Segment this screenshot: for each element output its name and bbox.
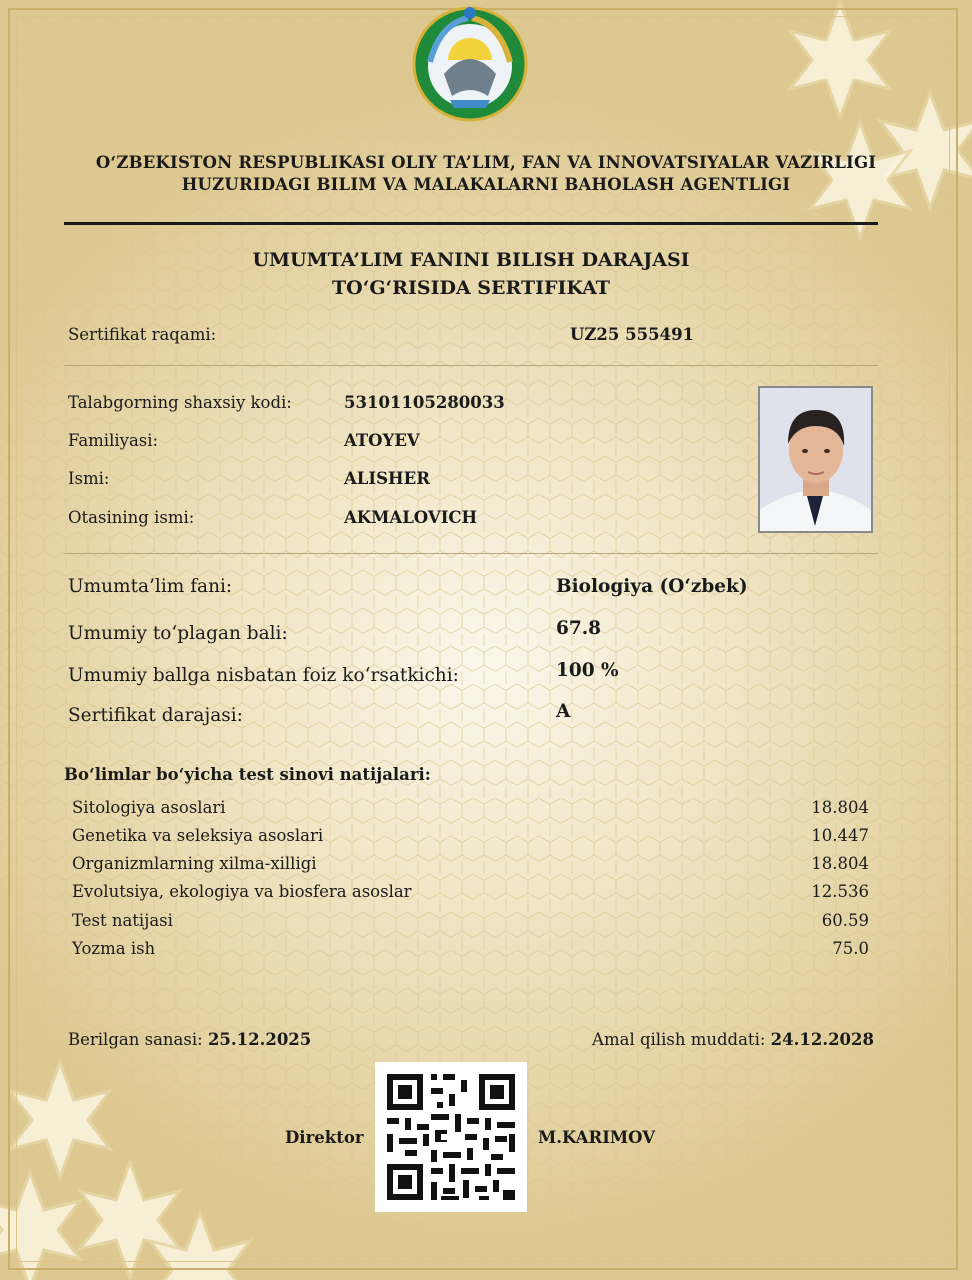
valid-label: Amal qilish muddati: (592, 1030, 766, 1049)
title-line-1: UMUMTA’LIM FANINI BILISH DARAJASI (252, 249, 690, 271)
percent-value: 100 % (556, 660, 619, 681)
pin-label: Talabgorning shaxsiy kodi: (68, 393, 292, 412)
agency-line-2: HUZURIDAGI BILIM VA MALAKALARNI BAHOLASH AGENTLIGI (181, 175, 791, 194)
issued-date (68, 1030, 311, 1049)
valid-date (592, 1030, 874, 1049)
percent-label: Umumiy ballga nisbatan foiz ko‘rsatkichi: (68, 665, 459, 686)
valid-value: 24.12.2028 (770, 1030, 874, 1049)
name-label: Ismi: (68, 469, 110, 488)
certificate-title (40, 246, 902, 302)
section-row-value: 10.447 (811, 826, 869, 845)
agency-line-1: O‘ZBEKISTON RESPUBLIKASI OLIY TA’LIM, FAN VA INNOVATSIYALAR VAZIRLIGI (95, 153, 877, 172)
director-label: Direktor (285, 1128, 364, 1147)
section-row-name: Organizmlarning xilma-xilligi (72, 854, 317, 873)
section-row-value: 60.59 (821, 911, 869, 930)
section-row-value: 18.804 (811, 798, 869, 817)
issued-value: 25.12.2025 (207, 1030, 312, 1049)
section-row-name: Yozma ish (72, 939, 156, 958)
section-row-value: 12.536 (811, 882, 869, 901)
section-row-name: Sitologiya asoslari (72, 798, 226, 817)
section-row-value: 18.804 (811, 854, 869, 873)
patronymic-value: AKMALOVICH (344, 508, 478, 527)
surname-value: ATOYEV (344, 431, 420, 450)
certificate-number-label: Sertifikat raqami: (68, 325, 217, 344)
score-value: 67.8 (556, 618, 602, 639)
qr-code-icon[interactable] (375, 1062, 527, 1212)
pin-value: 53101105280033 (344, 393, 505, 412)
level-label: Sertifikat darajasi: (68, 705, 243, 726)
surname-label: Familiyasi: (68, 431, 159, 450)
level-value: A (556, 701, 571, 722)
section-row-name: Genetika va seleksiya asoslari (72, 826, 324, 845)
subject-value: Biologiya (O‘zbek) (556, 576, 748, 597)
section-row-name: Test natijasi (72, 911, 173, 930)
state-emblem-icon (410, 4, 530, 122)
sections-title: Bo‘limlar bo‘yicha test sinovi natijalari: (64, 765, 431, 784)
section-row-name: Evolutsiya, ekologiya va biosfera asoslar (72, 882, 412, 901)
director-name: M.KARIMOV (538, 1128, 656, 1147)
name-value: ALISHER (344, 469, 430, 488)
patronymic-label: Otasining ismi: (68, 508, 195, 527)
subject-label: Umumta’lim fani: (68, 576, 233, 597)
divider (64, 553, 878, 554)
agency-name (40, 152, 932, 196)
title-line-2: TO‘G‘RISIDA SERTIFIKAT (332, 277, 610, 299)
issued-label: Berilgan sanasi: (68, 1030, 203, 1049)
divider (64, 365, 878, 366)
section-row-value: 75.0 (832, 939, 869, 958)
certificate-number: UZ25 555491 (570, 325, 695, 344)
applicant-photo (758, 386, 873, 533)
header-divider (64, 222, 878, 225)
score-label: Umumiy to‘plagan bali: (68, 623, 288, 644)
